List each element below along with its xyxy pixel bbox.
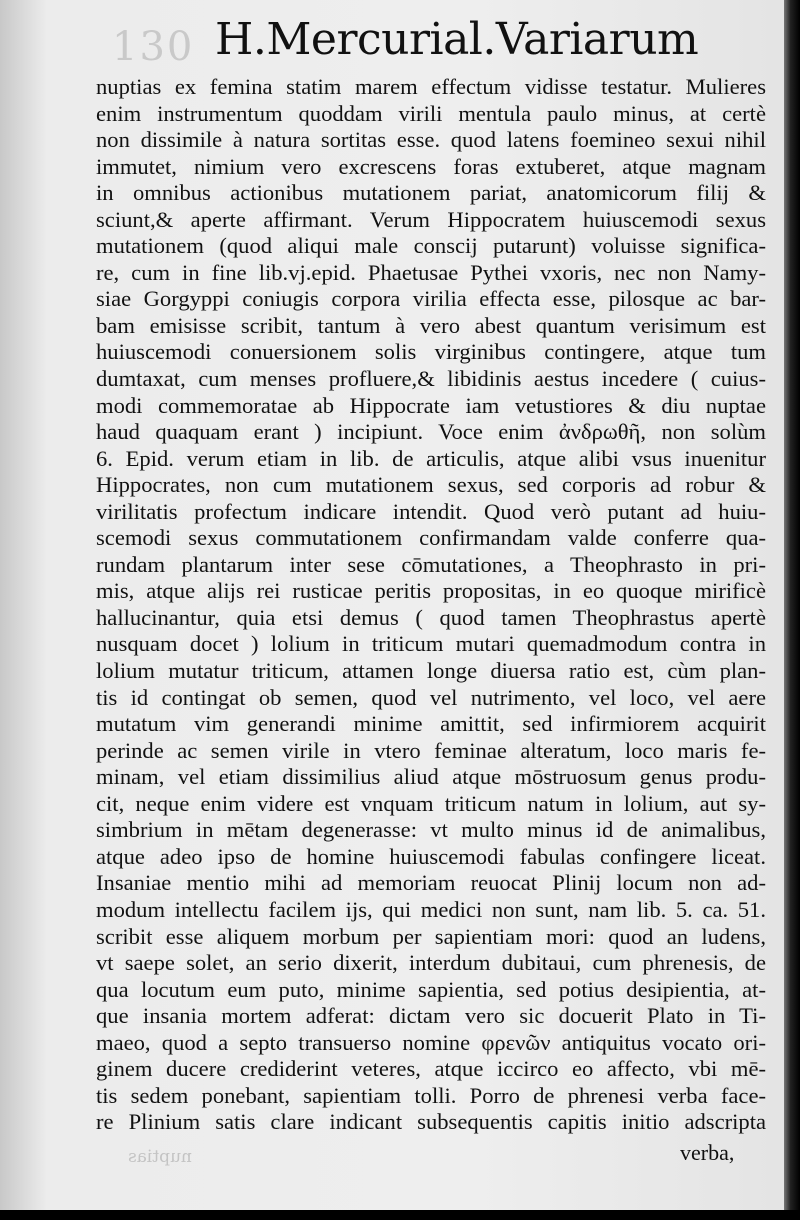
text-line: tis id contingat ob semen, quod vel nutrimento, vel loco, vel aere bbox=[96, 684, 766, 710]
text-line: Insaniae mentio mihi ad memoriam reuocat Plinij locum non ad- bbox=[96, 870, 766, 896]
text-line: rundam plantarum inter sese cōmutationes, a Theophrasto in pri- bbox=[96, 551, 766, 577]
text-line: perinde ac semen virile in vtero feminae alteratum, loco maris fe- bbox=[96, 737, 766, 763]
text-line: re, cum in fine lib.vj.epid. Phaetusae Pythei vxoris, nec non Namy- bbox=[96, 259, 766, 285]
page-edge-shadow bbox=[784, 0, 800, 1220]
text-line: ginem ducere crediderint veteres, atque iccirco eo affecto, vbi mē- bbox=[96, 1056, 766, 1082]
text-line: modi commemoratae ab Hippocrate iam vetustiores & diu nuptae bbox=[96, 392, 766, 418]
text-line: minam, vel etiam dissimilius aliud atque mōstruosum genus produ- bbox=[96, 764, 766, 790]
text-line: maeo, quod a septo transuerso nomine φρενῶν antiquitus vocato ori- bbox=[96, 1029, 766, 1055]
text-line: mis, atque alijs rei rusticae peritis propositas, in eo quoque mirificè bbox=[96, 578, 766, 604]
text-line: nusquam docet ) lolium in triticum mutari quemadmodum contra in bbox=[96, 631, 766, 657]
text-line: mutatum vim generandi minime amittit, sed infirmiorem acquirit bbox=[96, 711, 766, 737]
text-line: siae Gorgyppi coniugis corpora virilia effecta esse, pilosque ac bar- bbox=[96, 286, 766, 312]
text-line: in omnibus actionibus mutationem pariat, anatomicorum filij & bbox=[96, 180, 766, 206]
text-line: mutationem (quod aliqui male conscij putarunt) voluisse significa- bbox=[96, 233, 766, 259]
body-text bbox=[96, 74, 766, 1136]
text-line: scemodi sexus commutationem confirmandam valde conferre qua- bbox=[96, 525, 766, 551]
text-line: que insania mortem adferat: dictam vero sic docuerit Plato in Ti- bbox=[96, 1003, 766, 1029]
text-line: haud quaquam erant ) incipiunt. Voce enim ἀνδρωθῆ, non solùm bbox=[96, 419, 766, 445]
text-line: cit, neque enim videre est vnquam triticum natum in lolium, aut sy- bbox=[96, 790, 766, 816]
text-line: simbrium in mētam degenerasse: vt multo minus id de animalibus, bbox=[96, 817, 766, 843]
text-line: vt saepe solet, an serio dixerit, interdum dubitaui, cum phrenesis, de bbox=[96, 950, 766, 976]
text-line: immutet, nimium vero excrescens foras extuberet, atque magnam bbox=[96, 153, 766, 179]
text-line: lolium mutatur triticum, attamen longe diuersa ratio est, cùm plan- bbox=[96, 658, 766, 684]
bleed-through-catchword: nuptias bbox=[128, 1147, 192, 1167]
text-line: re Plinium satis clare indicant subsequentis capitis initio adscripta bbox=[96, 1109, 766, 1135]
text-line: scribit esse aliquem morbum per sapientiam mori: quod an ludens, bbox=[96, 923, 766, 949]
text-line: non dissimile à natura sortitas esse. quod latens foemineo sexui nihil bbox=[96, 127, 766, 153]
catchword: verba, bbox=[680, 1140, 735, 1165]
page-bottom-border bbox=[0, 1210, 800, 1220]
text-line: qua locutum eum puto, minime sapientia, sed potius desipientia, at- bbox=[96, 976, 766, 1002]
text-line: hallucinantur, quia etsi demus ( quod tamen Theophrastus apertè bbox=[96, 604, 766, 630]
text-line: dumtaxat, cum menses profluere,& libidinis aestus incedere ( cuius- bbox=[96, 366, 766, 392]
text-line: bam emisisse scribit, tantum à vero abest quantum verisimum est bbox=[96, 312, 766, 338]
text-line: 6. Epid. verum etiam in lib. de articulis, atque alibi vsus inuenitur bbox=[96, 445, 766, 471]
bleed-through-page-number: 130 bbox=[112, 24, 195, 70]
text-line: modum intellectu facilem ijs, qui medici non sunt, nam lib. 5. ca. 51. bbox=[96, 896, 766, 922]
running-title: H.Mercurial.Variarum bbox=[215, 14, 699, 65]
text-line: tis sedem ponebant, sapientiam tolli. Porro de phrenesi verba face- bbox=[96, 1082, 766, 1108]
text-line: atque adeo ipso de homine huiuscemodi fabulas confingere liceat. bbox=[96, 843, 766, 869]
text-line: virilitatis profectum indicare intendit. Quod verò putant ad huiu- bbox=[96, 498, 766, 524]
text-line: sciunt,& aperte affirmant. Verum Hippocratem huiuscemodi sexus bbox=[96, 206, 766, 232]
text-line: nuptias ex femina statim marem effectum vidisse testatur. Mulieres bbox=[96, 74, 766, 99]
text-line: huiuscemodi conuersionem solis virginibus contingere, atque tum bbox=[96, 339, 766, 365]
text-line: Hippocrates, non cum mutationem sexus, sed corporis ad robur & bbox=[96, 472, 766, 498]
text-line: enim instrumentum quoddam virili mentula paulo minus, at certè bbox=[96, 100, 766, 126]
